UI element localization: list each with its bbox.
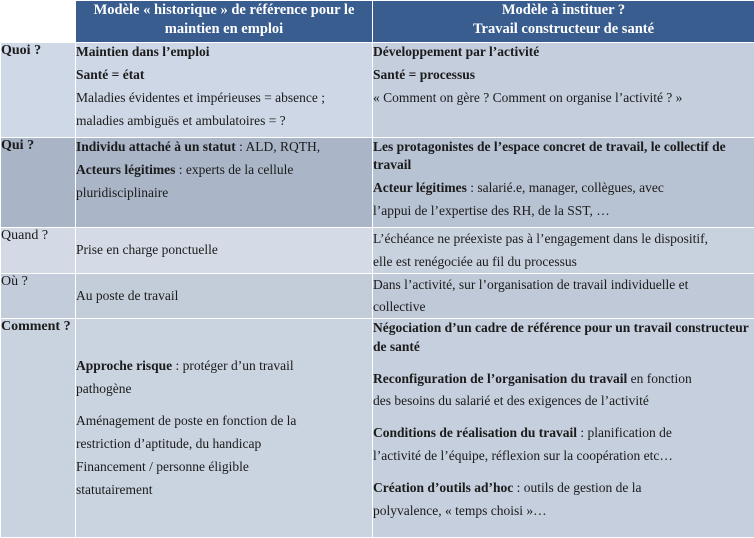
cell-quoi-historique-l2: Santé = état xyxy=(76,66,145,82)
cell-comment-instituer-b1: Négociation d’un cadre de référence pour un travail constructeur de santé xyxy=(373,320,749,354)
cell-quand-instituer-l2: elle est renégociée au fil du processus xyxy=(373,253,577,269)
cell-qui-historique-l2-rest: : experts de la cellule xyxy=(175,162,294,177)
cell-comment-instituer-b3-bold: Conditions de réalisation du travail xyxy=(373,425,578,441)
cell-qui-historique-l1-rest: : ALD, RQTH, xyxy=(235,139,321,155)
table-row xyxy=(1,273,754,319)
cell-ou-instituer xyxy=(373,273,754,319)
cell-comment-historique-l1-bold: Approche risque xyxy=(76,358,173,374)
cell-qui-instituer-l2-rest: : salarié.e, manager, collègues, avec xyxy=(466,180,664,196)
cell-comment-historique-l1-rest: : protéger d’un travail xyxy=(172,358,294,374)
cell-comment-historique-l3: Aménagement de poste en fonction de la xyxy=(76,413,297,429)
cell-comment-instituer xyxy=(373,319,754,538)
cell-quand-historique-l1: Prise en charge ponctuelle xyxy=(76,242,218,258)
cell-ou-historique xyxy=(76,273,373,319)
cell-comment-historique-l6: statutairement xyxy=(76,481,153,497)
cell-quand-historique xyxy=(76,228,373,274)
header-col-instituer xyxy=(373,1,754,43)
table-row xyxy=(1,138,754,228)
cell-comment-instituer-b4-bold: Création d’outils ad’hoc xyxy=(373,480,514,496)
cell-comment-instituer-b3-l2: l’activité de l’équipe, réflexion sur la coopération etc… xyxy=(373,448,673,464)
row-label-comment: Comment ? xyxy=(1,319,76,538)
cell-quand-instituer xyxy=(373,228,754,274)
cell-comment-instituer-b4-l2: polyvalence, « temps choisi »… xyxy=(373,503,547,519)
header-col-instituer-line2: Travail constructeur de santé xyxy=(472,20,655,37)
cell-ou-instituer-l2: collective xyxy=(373,299,426,315)
row-label-qui: Qui ? xyxy=(1,138,76,228)
row-label-quoi: Quoi ? xyxy=(1,42,76,137)
cell-comment-instituer-b2-l2: des besoins du salarié et des exigences de l’activité xyxy=(373,393,649,409)
cell-qui-instituer xyxy=(373,138,754,228)
spacer xyxy=(76,403,372,412)
cell-quoi-instituer xyxy=(373,42,754,137)
cell-comment-instituer-b2-rest: en fonction xyxy=(627,370,692,386)
cell-quoi-historique xyxy=(76,42,373,137)
cell-comment-historique-l5: Financement / personne éligible xyxy=(76,458,249,474)
header-corner-cell xyxy=(1,1,76,43)
spacer xyxy=(373,415,754,424)
cell-qui-instituer-l2-bold: Acteur légitimes xyxy=(373,180,467,196)
cell-comment-historique-l2: pathogène xyxy=(76,381,132,397)
cell-comment-historique xyxy=(76,319,373,538)
row-label-quand: Quand ? xyxy=(1,228,76,274)
table-header-row xyxy=(1,1,754,43)
cell-qui-historique xyxy=(76,138,373,228)
cell-qui-historique-l1-bold: Individu attaché à un statut xyxy=(76,139,236,155)
cell-comment-instituer-b3-rest: : planification de xyxy=(577,425,672,441)
cell-quoi-instituer-l3: « Comment on gère ? Comment on organise l’activité ? » xyxy=(373,89,683,105)
cell-quoi-instituer-l1: Développement par l’activité xyxy=(373,43,540,59)
spacer xyxy=(373,470,754,479)
cell-quand-instituer-l1: L’échéance ne préexiste pas à l’engagement dans le dispositif, xyxy=(373,230,708,246)
cell-ou-instituer-l1: Dans l’activité, sur l’organisation de travail individuelle et xyxy=(373,276,689,292)
spacer xyxy=(373,361,754,370)
table-row xyxy=(1,228,754,274)
cell-qui-historique-l3: pluridisciplinaire xyxy=(76,184,169,200)
cell-comment-instituer-b4-rest: : outils de gestion de la xyxy=(513,480,642,496)
row-label-ou: Où ? xyxy=(1,273,76,319)
header-col-historique-text: Modèle « historique » de référence pour le maintien en emploi xyxy=(93,2,355,37)
cell-qui-instituer-l3: l’appui de l’expertise des RH, de la SST, … xyxy=(373,203,610,219)
cell-quoi-instituer-l2: Santé = processus xyxy=(373,66,475,82)
cell-ou-historique-l1: Au poste de travail xyxy=(76,287,179,303)
cell-quoi-historique-l1: Maintien dans l’emploi xyxy=(76,43,210,59)
cell-qui-instituer-l1: Les protagonistes de l’espace concret de travail, le collectif de travail xyxy=(373,139,726,173)
cell-qui-historique-l2-bold: Acteurs légitimes xyxy=(76,162,176,177)
cell-comment-instituer-b2-bold: Reconfiguration de l’organisation du travail xyxy=(373,370,628,386)
header-col-instituer-line1: Modèle à instituer ? xyxy=(501,2,626,18)
table-row xyxy=(1,319,754,538)
header-col-historique xyxy=(76,1,373,43)
cell-quoi-historique-l4: maladies ambiguës et ambulatoires = ? xyxy=(76,112,286,128)
cell-comment-historique-l4: restriction d’aptitude, du handicap xyxy=(76,436,262,452)
cell-quoi-historique-l3: Maladies évidentes et impérieuses = absence ; xyxy=(76,89,326,105)
table-row xyxy=(1,42,754,137)
